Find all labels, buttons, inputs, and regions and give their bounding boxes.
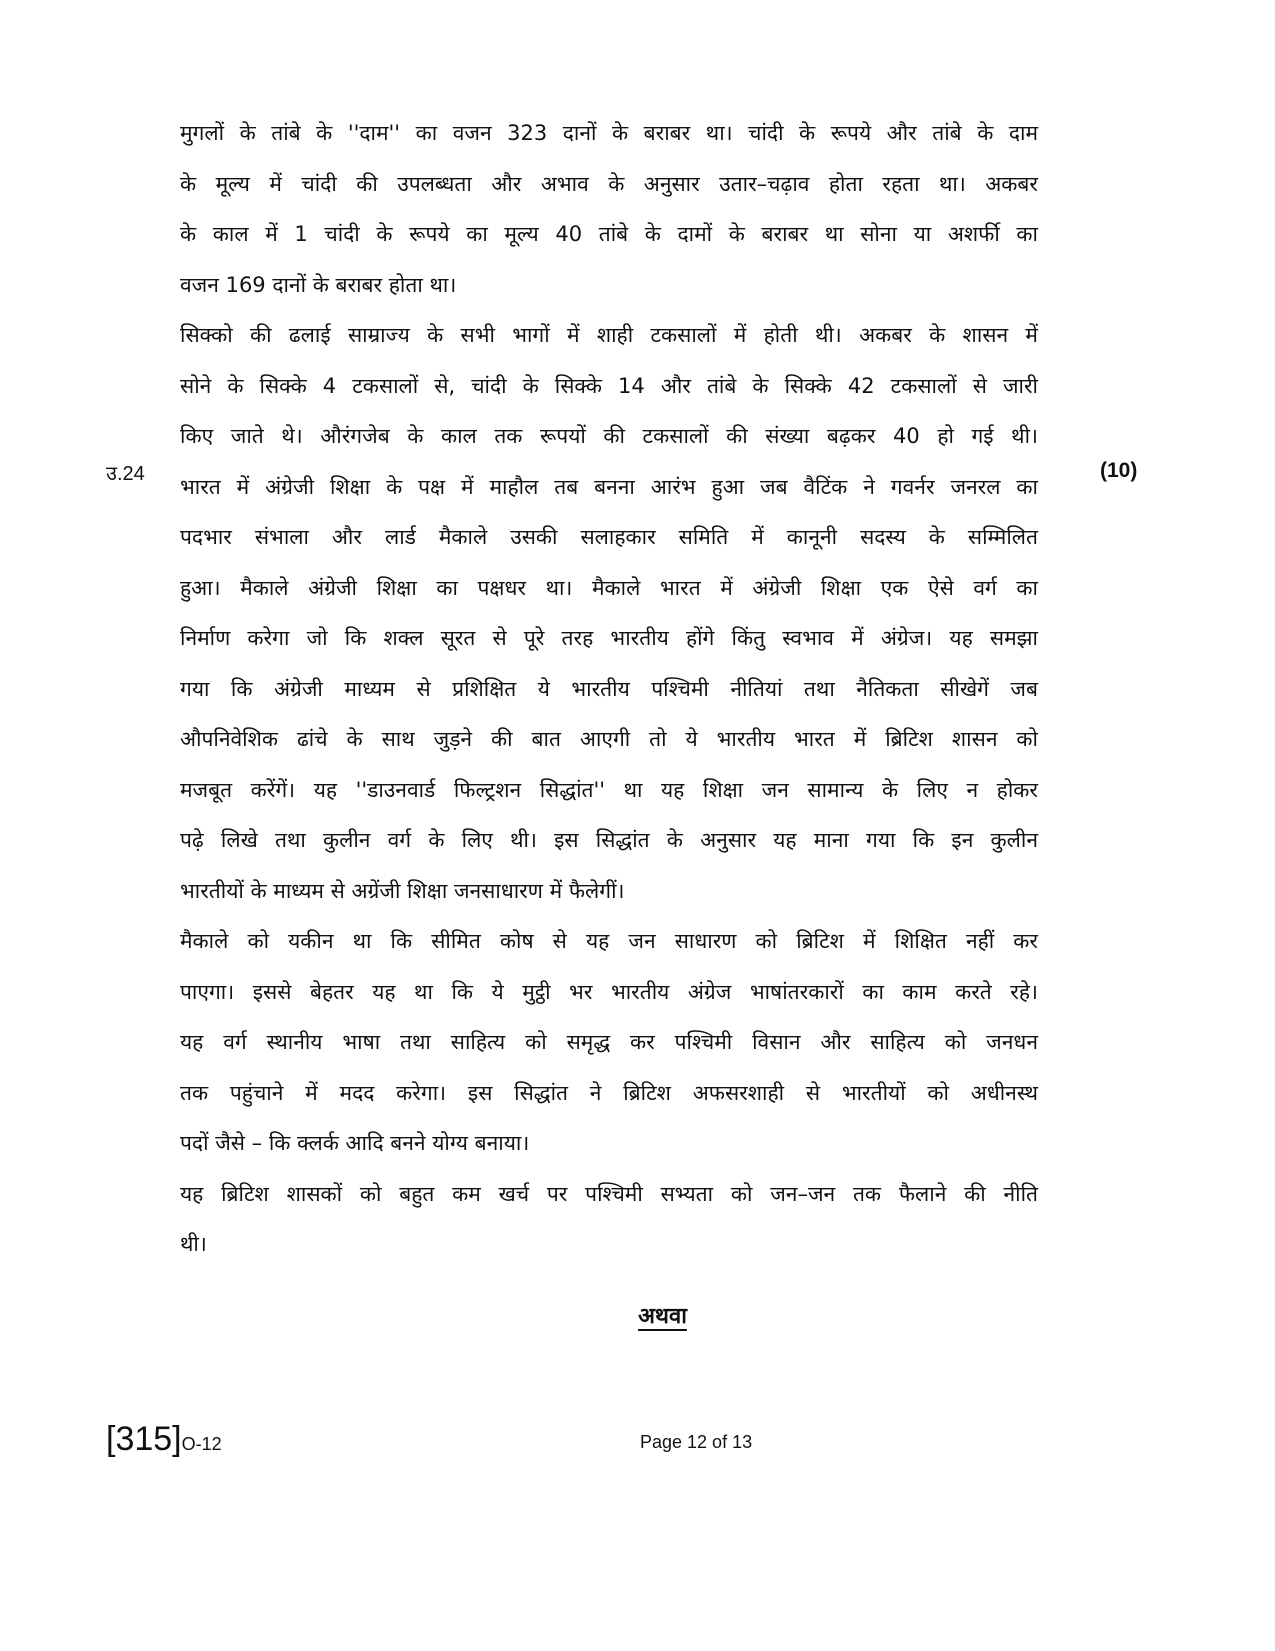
paper-code-suffix: O-12 — [181, 1434, 222, 1454]
text-line-13: औपनिवेशिक ढांचे के साथ जुड़ने की बात आएगी तो ये भारतीय भारत में ब्रिटिश शासन को — [180, 727, 1038, 751]
text-line-9: पदभार संभाला और लार्ड मैकाले उसकी सलाहकार समिति में कानूनी सदस्य के सम्मिलित — [180, 525, 1038, 549]
text-line-23: थी। — [180, 1232, 207, 1256]
text-line-18: पाएगा। इससे बेहतर यह था कि ये मुट्ठी भर भारतीय अंग्रेज भाषांतरकारों का काम करते रहे। — [180, 979, 1038, 1004]
text-line-5: सिक्को की ढलाई साम्राज्य के सभी भागों में शाही टकसालों में होती थी। अकबर के शासन में — [180, 323, 1038, 347]
page-number: Page 12 of 13 — [640, 1432, 753, 1452]
marks-label: (10) — [1100, 459, 1138, 482]
text-line-22: यह ब्रिटिश शासकों को बहुत कम खर्च पर पश्चिमी सभ्यता को जन–जन तक फैलाने की नीति — [180, 1181, 1038, 1206]
question-number: उ.24 — [106, 463, 145, 485]
text-line-19: यह वर्ग स्थानीय भाषा तथा साहित्य को समृद्ध कर पश्चिमी विसान और साहित्य को जनधन — [180, 1030, 1038, 1054]
text-line-21: पदों जैसे – कि क्लर्क आदि बनने योग्य बनाया। — [180, 1131, 530, 1155]
text-line-17: मैकाले को यकीन था कि सीमित कोष से यह जन साधारण को ब्रिटिश में शिक्षित नहीं कर — [180, 929, 1038, 953]
text-line-6: सोने के सिक्के 4 टकसालों से, चांदी के सिक्के 14 और तांबे के सिक्के 42 टकसालों से जारी — [180, 373, 1038, 398]
text-line-11: निर्माण करेगा जो कि शक्ल सूरत से पूरे तरह भारतीय होंगे किंतु स्वभाव में अंग्रेज। यह समझा — [180, 626, 1038, 650]
text-line-2: के मूल्य में चांदी की उपलब्धता और अभाव के अनुसार उतार–चढ़ाव होता रहता था। अकबर — [180, 171, 1038, 196]
text-line-12: गया कि अंग्रेजी माध्यम से प्रशिक्षित ये भारतीय पश्चिमी नीतियां तथा नैतिकता सीखेगें जब — [180, 676, 1038, 701]
text-line-4: वजन 169 दानों के बराबर होता था। — [180, 272, 457, 297]
text-line-3: के काल में 1 चांदी के रूपये का मूल्य 40 तांबे के दामों के बराबर था सोना या अशर्फी का — [180, 222, 1038, 246]
text-line-10: हुआ। मैकाले अंग्रेजी शिक्षा का पक्षधर था। मैकाले भारत में अंग्रेजी शिक्षा एक ऐसे वर्ग का — [180, 575, 1038, 600]
answer-body — [180, 108, 1038, 1270]
text-line-1: मुगलों के तांबे के ''दाम'' का वजन 323 दानों के बराबर था। चांदी के रूपये और तांबे के दाम — [180, 121, 1039, 145]
text-line-8: भारत में अंग्रेजी शिक्षा के पक्ष में माहौल तब बनना आरंभ हुआ जब वैटिंक ने गवर्नर जनरल का — [180, 474, 1038, 499]
text-line-15: पढ़े लिखे तथा कुलीन वर्ग के लिए थी। इस सिद्धांत के अनुसार यह माना गया कि इन कुलीन — [180, 828, 1038, 852]
paper-code-main: [315] — [106, 1420, 182, 1458]
text-line-16: भारतीयों के माध्यम से अग्रेंजी शिक्षा जनसाधारण में फैलेगीं। — [180, 878, 625, 903]
text-line-7: किए जाते थे। औरंगजेब के काल तक रूपयों की टकसालों की संख्या बढ़कर 40 हो गई थी। — [180, 424, 1038, 448]
text-line-14: मजबूत करेंगें। यह ''डाउनवार्ड फिल्ट्रशन सिद्धांत'' था यह शिक्षा जन सामान्य के लिए न होकर — [180, 777, 1038, 802]
separator-heading-wrap — [0, 1300, 1275, 1330]
paper-code — [106, 1420, 222, 1459]
separator-heading: अथवा — [638, 1304, 687, 1329]
text-line-20: तक पहुंचाने में मदद करेगा। इस सिद्धांत ने ब्रिटिश अफसरशाही से भारतीयों को अधीनस्थ — [180, 1080, 1038, 1105]
